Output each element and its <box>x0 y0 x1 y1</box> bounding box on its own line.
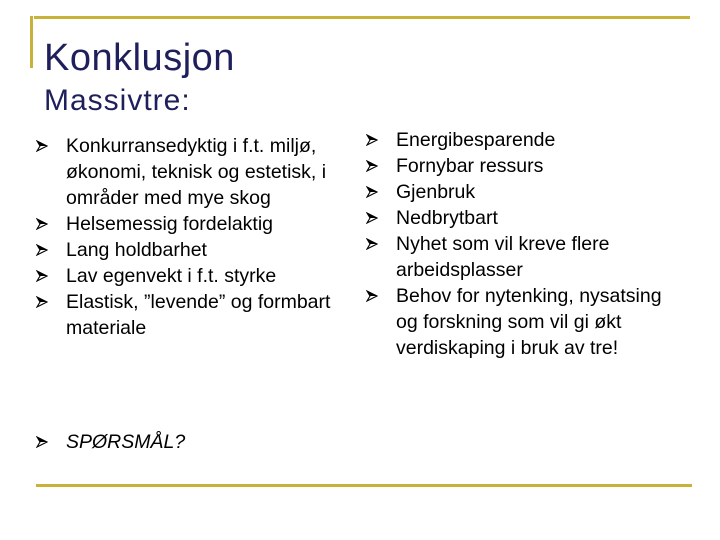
question-list <box>36 429 336 455</box>
arrow-bullet-icon <box>36 270 48 282</box>
slide-subtitle: Massivtre: <box>44 84 191 117</box>
arrow-bullet-icon <box>366 186 378 198</box>
left-accent-line <box>30 16 33 68</box>
left-bullet-list <box>36 133 336 341</box>
right-bullet-list <box>366 127 686 361</box>
list-item: Helsemessig fordelaktig <box>36 211 336 237</box>
arrow-bullet-icon <box>36 436 48 448</box>
list-item: Konkurransedyktig i f.t. miljø, økonomi, teknisk og estetisk, i områder med mye skog <box>36 133 336 211</box>
arrow-bullet-icon <box>36 296 48 308</box>
list-item: Lav egenvekt i f.t. styrke <box>36 263 336 289</box>
slide-title: Konklusjon <box>44 37 235 79</box>
list-item: Gjenbruk <box>366 179 686 205</box>
list-item: Elastisk, ”levende” og formbart materiale <box>36 289 336 341</box>
list-item: Lang holdbarhet <box>36 237 336 263</box>
list-item <box>36 429 336 455</box>
list-item: Nyhet som vil kreve flere arbeidsplasser <box>366 231 686 283</box>
arrow-bullet-icon <box>366 238 378 250</box>
arrow-bullet-icon <box>366 212 378 224</box>
arrow-bullet-icon <box>36 218 48 230</box>
arrow-bullet-icon <box>36 244 48 256</box>
list-item: Behov for nytenking, nysatsing og forskning som vil gi økt verdiskaping i bruk av tre! <box>366 283 686 361</box>
arrow-bullet-icon <box>366 290 378 302</box>
arrow-bullet-icon <box>366 160 378 172</box>
list-item: Nedbrytbart <box>366 205 686 231</box>
list-item: Fornybar ressurs <box>366 153 686 179</box>
bottom-accent-line <box>36 484 692 487</box>
arrow-bullet-icon <box>36 140 48 152</box>
list-item: Energibesparende <box>366 127 686 153</box>
arrow-bullet-icon <box>366 134 378 146</box>
question-text: SPØRSMÅL? <box>66 431 186 453</box>
top-accent-line <box>34 16 690 19</box>
